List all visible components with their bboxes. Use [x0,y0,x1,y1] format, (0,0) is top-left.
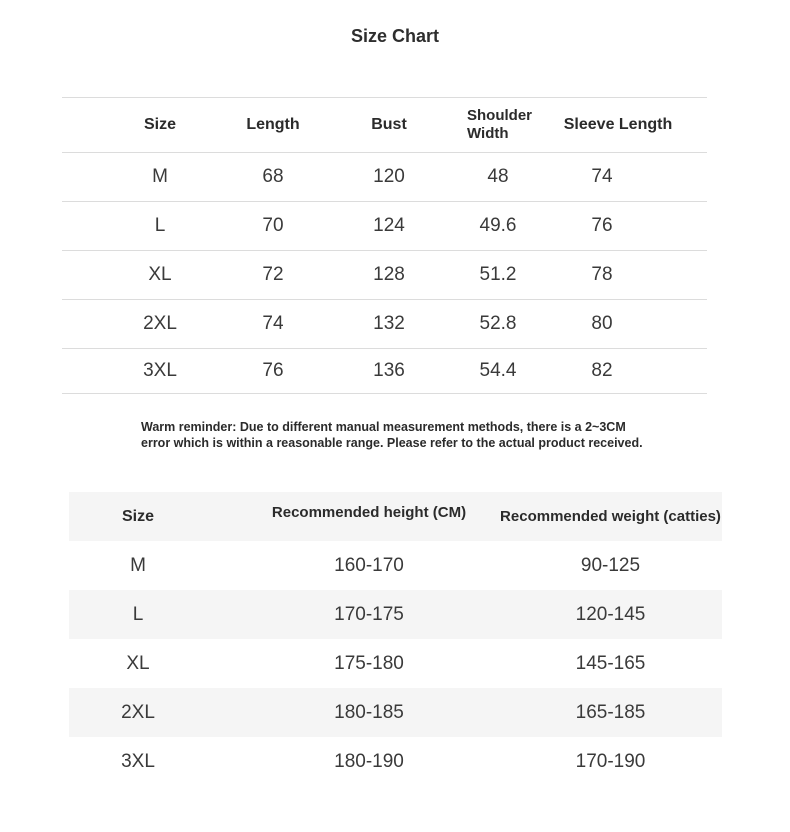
table-row [69,737,722,786]
table-header-row [62,97,707,152]
cell-weight: 90-125 [580,554,641,576]
cell-shoulder-width: 52.8 [479,313,517,334]
cell-sleeve-length: 74 [591,166,613,187]
cell-size: M [152,166,168,187]
cell-sleeve-length: 80 [591,313,613,334]
header-shoulder-width: Shoulder Width [467,107,533,142]
cell-sleeve-length: 78 [591,264,613,285]
cell-size: XL [148,264,172,285]
cell-height: 180-190 [334,750,404,772]
size-measurements-table [62,97,707,394]
header-size: Size [121,507,154,525]
table-row [62,250,707,299]
cell-shoulder-width: 54.4 [479,360,517,381]
reminder-line-1: Warm reminder: Due to different manual measurement methods, there is a 2~3CM [141,420,626,434]
cell-bust: 120 [373,166,405,187]
table-row [69,590,722,639]
table-row [62,299,707,348]
table-row [62,348,707,394]
cell-length: 74 [262,313,284,334]
cell-size: 3XL [121,750,155,772]
page-title: Size Chart [350,26,440,46]
cell-bust: 124 [373,215,405,236]
cell-shoulder-width: 48 [487,166,509,187]
table-row [69,541,722,590]
cell-size: M [130,554,146,576]
header-recommended-height: Recommended height (CM) [271,504,467,521]
cell-height: 175-180 [334,652,404,674]
size-recommendation-table [69,492,722,786]
table-row [69,639,722,688]
header-sleeve-length: Sleeve Length [563,116,673,133]
table-row [62,152,707,201]
cell-length: 72 [262,264,284,285]
cell-size: 2XL [121,701,155,723]
reminder-line-2: error which is within a reasonable range. Please refer to the actual product received. [141,436,643,450]
cell-bust: 128 [373,264,405,285]
table-row [69,688,722,737]
cell-bust: 136 [373,360,405,381]
cell-size: L [154,215,166,236]
cell-height: 170-175 [334,603,404,625]
header-length: Length [246,116,300,133]
cell-weight: 145-165 [575,652,646,674]
cell-size: L [132,603,144,625]
table-row [62,201,707,250]
cell-shoulder-width: 51.2 [479,264,517,285]
cell-weight: 170-190 [575,750,646,772]
header-bust: Bust [371,116,407,133]
cell-weight: 165-185 [575,701,646,723]
header-size: Size [143,116,176,133]
header-recommended-weight: Recommended weight (catties) [500,508,721,525]
cell-length: 76 [262,360,284,381]
cell-height: 180-185 [334,701,404,723]
cell-sleeve-length: 76 [591,215,613,236]
cell-height: 160-170 [334,554,404,576]
cell-length: 70 [262,215,284,236]
table-header-row [69,492,722,541]
cell-size: 2XL [143,313,177,334]
cell-size: 3XL [143,360,177,381]
cell-size: XL [126,652,150,674]
cell-bust: 132 [373,313,405,334]
cell-sleeve-length: 82 [591,360,613,381]
cell-shoulder-width: 49.6 [479,215,517,236]
cell-length: 68 [262,166,284,187]
measurement-reminder [141,419,721,451]
cell-weight: 120-145 [575,603,646,625]
